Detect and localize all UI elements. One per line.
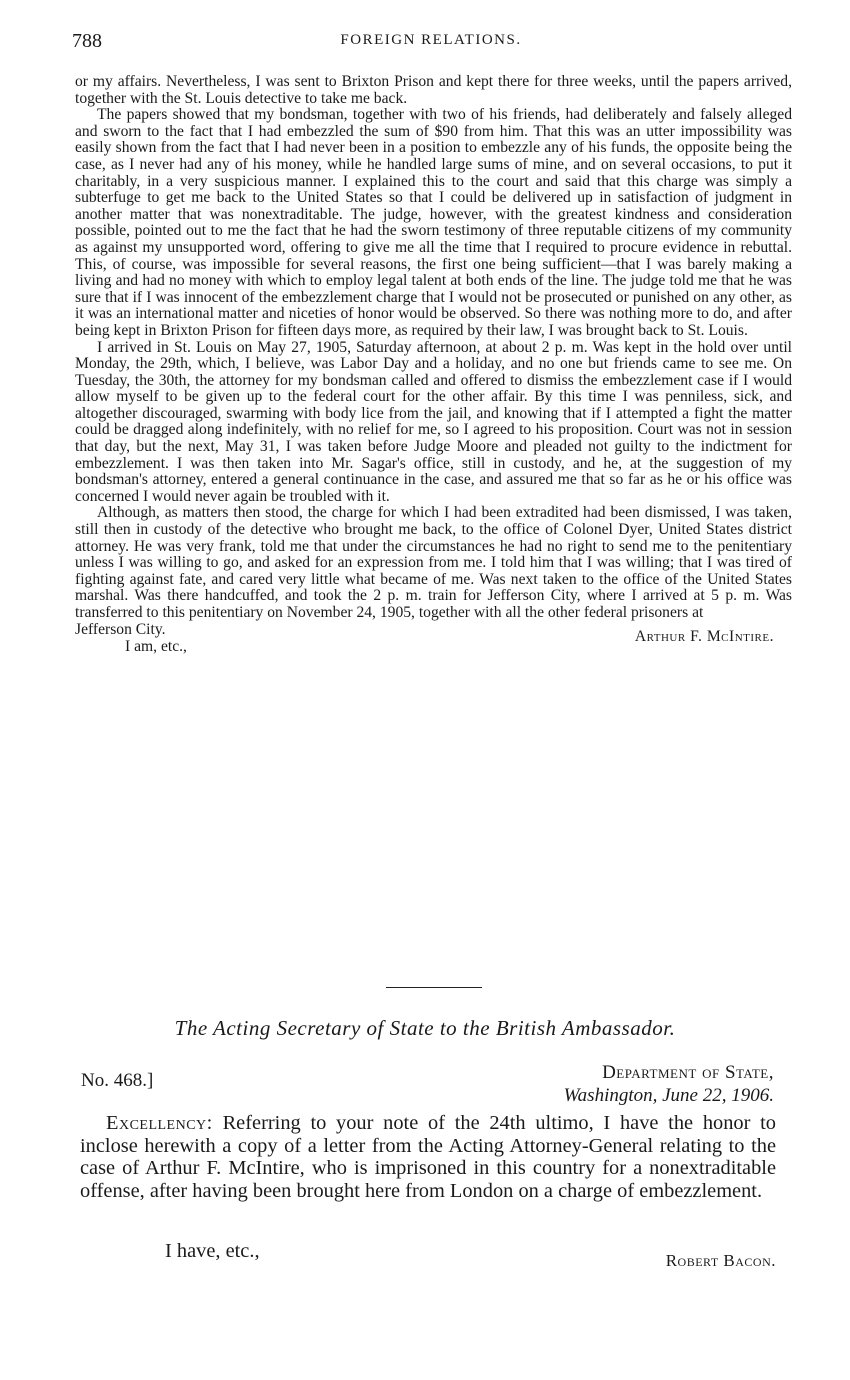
running-title: FOREIGN RELATIONS.	[340, 32, 522, 48]
page-header	[72, 30, 790, 54]
paragraph: Although, as matters then stood, the charge for which I had been extradited had been dismissed, I was taken, still then in custody of the detective who brought me back, to the office of Colonel Dyer, United States district attorney. He was very frank, told me that under the circumstances he had no right to send me to the penitentiary unless I was willing to go, and asked for an expression from me. I told him that I was willing; that I was tired of fighting against fate, and cared very little what became of me. Was next taken to the office of the United States marshal. Was there handcuffed, and took the 2 p. m. train for Jefferson City, where I arrived at 5 p. m. Was transferred to this penitentiary on November 24, 1905, together with all the other federal prisoners at	[75, 504, 792, 621]
department: Department of State,	[602, 1062, 774, 1083]
letter-title: The Acting Secretary of State to the British Ambassador.	[174, 1016, 676, 1040]
salutation: Excellency:	[106, 1112, 213, 1134]
document-number: No. 468.]	[81, 1070, 154, 1091]
body-text: Referring to your note of the 24th ultimo, I have the honor to inclose herewith a copy of a letter from the Acting Attorney-General relating to the case of Arthur F. McIntire, who is imprisoned in this country for a nonextraditable offense, after having been brought here from London on a charge of embezzlement.	[80, 1112, 776, 1202]
page-number: 788	[72, 30, 102, 52]
section-divider	[386, 987, 482, 988]
signer: Robert Bacon.	[665, 1251, 776, 1270]
letter-body	[80, 1112, 776, 1202]
place-date: Washington, June 22, 1906.	[563, 1085, 774, 1106]
dateline	[564, 1061, 774, 1107]
signer: Arthur F. McIntire.	[634, 627, 774, 645]
closing: I have, etc.,	[165, 1240, 260, 1262]
last-line: Jefferson City.	[75, 620, 166, 638]
letter-bacon	[80, 1112, 776, 1202]
paragraph: I arrived in St. Louis on May 27, 1905, Saturday afternoon, at about 2 p. m. Was kept in the hold over until Monday, the 29th, which, I believe, was Labor Day and a holiday, and no one but friends came to see me. On Tuesday, the 30th, the attorney for my bondsman called and offered to dismiss the embezzlement case if I would allow myself to be given up to the federal court for the other affair. By this time I was penniless, sick, and altogether discouraged, swarming with body lice from the jail, and knowing that if I attempted a fight the matter could be dragged along indefinitely, with no relief for me, so I agreed to his proposition. Court was not in session that day, but the next, May 31, I was taken before Judge Moore and pleaded not guilty to the indictment for embezzlement. I was then taken into Mr. Sagar's office, still in custody, and he, at the suggestion of my bondsman's attorney, entered a general continuance in the case, and assured me that so far as he or his office was concerned I would never again be troubled with it.	[75, 338, 792, 505]
signature-block	[75, 622, 792, 656]
paragraph: or my affairs. Nevertheless, I was sent to Brixton Prison and kept there for three weeks, until the papers arrived, together with the St. Louis detective to take me back.	[75, 73, 792, 107]
paragraph: The papers showed that my bondsman, together with two of his friends, had deliberately and falsely alleged and sworn to the fact that I had embezzled the sum of $90 from him. That this was an utter impossibility was easily shown from the fact that I had never been in a position to embezzle any of his funds, the opposite being the case, as I never had any of his money, while he handled large sums of mine, and on several occasions, to put it charitably, in a very suspicious manner. I explained this to the court and said that this charge was simply a subterfuge to get me back to the United States so that I could be delivered up in satisfaction of judgment in another matter that was nonextraditable. The judge, however, with the greatest kindness and consideration possible, pointed out to me the fact that he had the sworn testimony of three reputable citizens of my community as against my unsupported word, offering to give me all the time that I required to procure evidence in rebuttal. This, of course, was impossible for several reasons, the first one being sufficient—that I was barely making a living and had no money with which to employ legal talent at both ends of the line. The judge told me that he was sure that if I was innocent of the embezzlement charge that I would not be prosecuted or punished on any other, as it was an international matter and niceties of honor would be observed. So there was nothing more to do, and after being kept in Brixton Prison for fifteen days more, as required by their law, I was brought back to St. Louis.	[75, 106, 792, 339]
letter-mcintire	[75, 74, 792, 656]
closing: I am, etc.,	[125, 637, 187, 655]
